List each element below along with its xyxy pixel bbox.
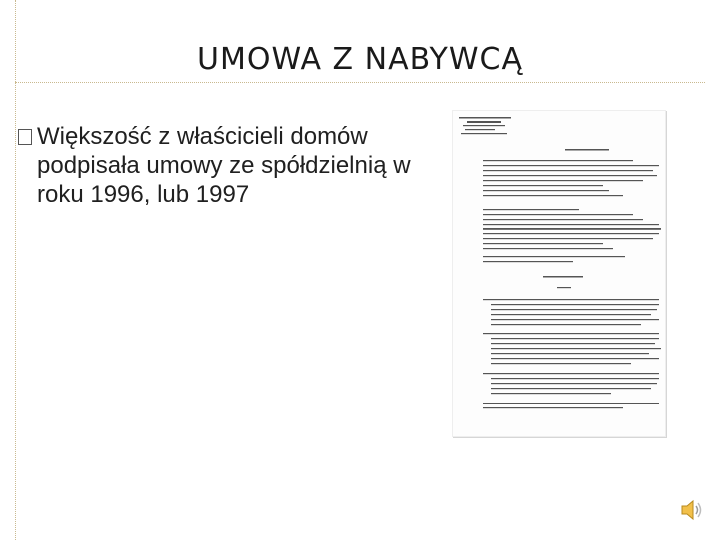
speaker-icon[interactable]: [680, 498, 702, 522]
bullet-text: Większość z właścicieli domów podpisała umowy ze spółdzielnią w roku 1996, lub 1997: [37, 123, 411, 208]
slide-title: UMOWA Z NABYWCĄ: [197, 42, 523, 77]
title-dotted-rule: [15, 82, 705, 83]
left-dotted-rule: [15, 0, 16, 540]
bullet-item: [18, 122, 448, 209]
contract-scan-graphic: [453, 111, 665, 436]
scanned-contract-image: [452, 110, 666, 437]
checkbox-bullet-icon: [18, 129, 32, 145]
